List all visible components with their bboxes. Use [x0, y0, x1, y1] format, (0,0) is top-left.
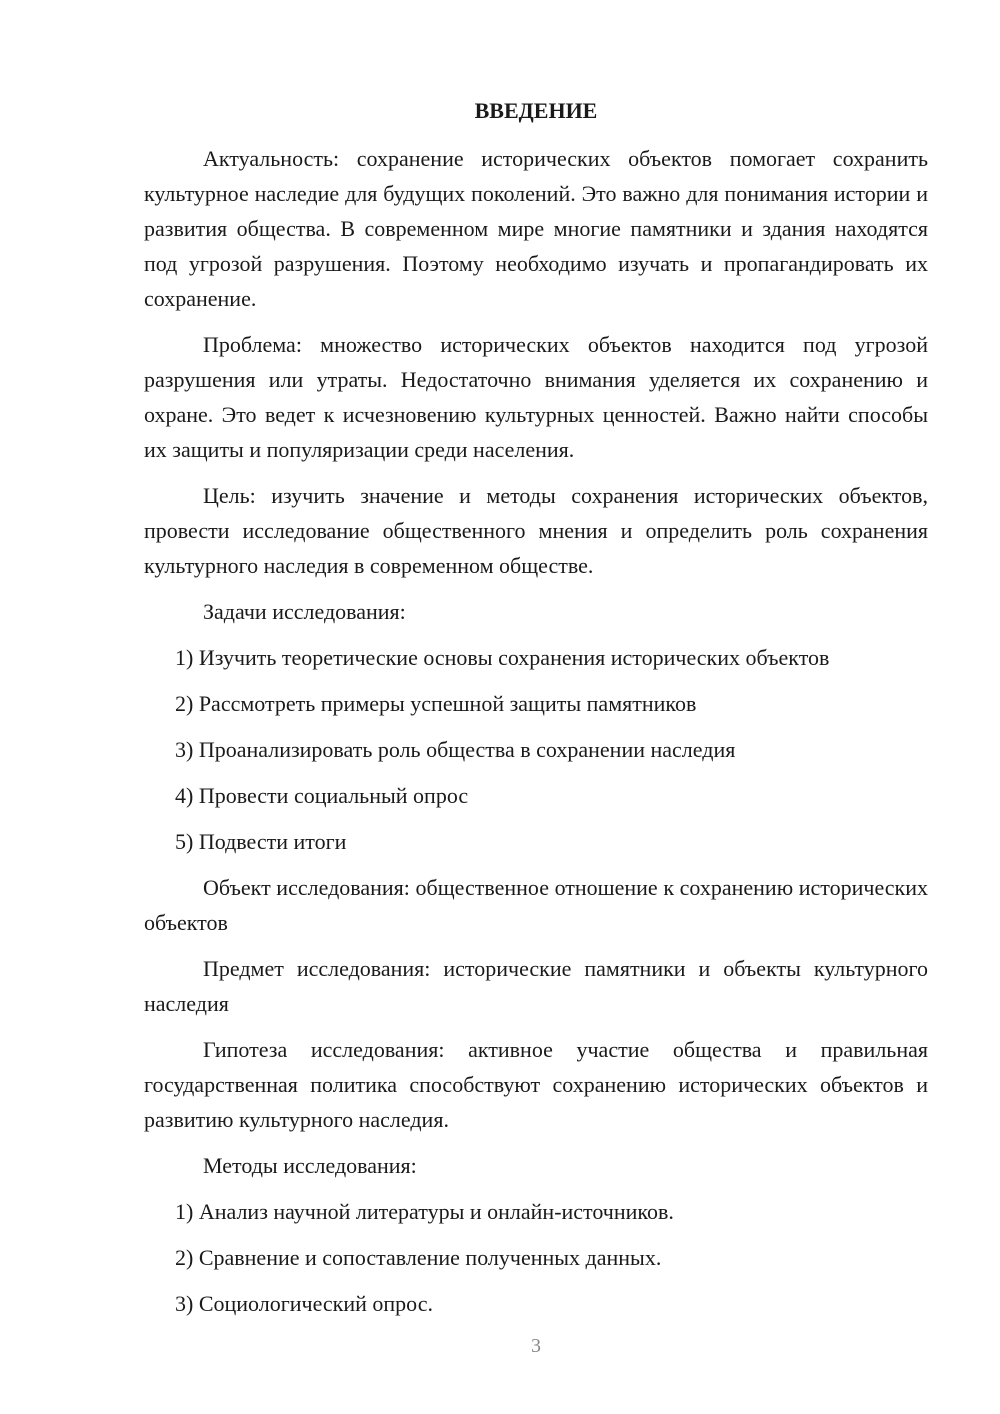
methods-list — [144, 1194, 928, 1321]
list-item: 2) Сравнение и сопоставление полученных данных. — [175, 1245, 662, 1270]
list-item: 1) Изучить теоретические основы сохранения исторических объектов — [175, 645, 830, 670]
list-item: 2) Рассмотреть примеры успешной защиты памятников — [175, 691, 697, 716]
relevance-paragraph: Актуальность: сохранение исторических объектов помогает сохранить культурное наследие для будущих поколений. Это важно для понимания истории и развития общества. В современном мире многие памятники и здания находятся под угрозой разрушения. Поэтому необходимо изучать и пропагандировать их сохранение. — [144, 146, 928, 311]
list-item: 3) Проанализировать роль общества в сохранении наследия — [175, 737, 736, 762]
methods-label: Методы исследования: — [203, 1153, 417, 1178]
page-content — [144, 93, 928, 1332]
hypothesis-paragraph: Гипотеза исследования: активное участие общества и правильная государственная политика способствуют сохранению исторических объектов и развитию культурного наследия. — [144, 1037, 928, 1132]
page-number: 3 — [531, 1335, 541, 1357]
tasks-label: Задачи исследования: — [203, 599, 406, 624]
goal-paragraph: Цель: изучить значение и методы сохранения исторических объектов, провести исследование общественного мнения и определить роль сохранения культурного наследия в современном обществе. — [144, 483, 928, 578]
subject-paragraph: Предмет исследования: исторические памятники и объекты культурного наследия — [144, 956, 928, 1016]
page-title: ВВЕДЕНИЕ — [474, 98, 598, 123]
tasks-list — [144, 640, 928, 859]
list-item: 4) Провести социальный опрос — [175, 783, 469, 808]
object-paragraph: Объект исследования: общественное отношение к сохранению исторических объектов — [144, 875, 928, 935]
list-item: 1) Анализ научной литературы и онлайн-источников. — [175, 1199, 674, 1224]
list-item: 5) Подвести итоги — [175, 829, 347, 854]
problem-paragraph: Проблема: множество исторических объектов находится под угрозой разрушения или утраты. Недостаточно внимания уделяется их сохранению и охране. Это ведет к исчезновению культурных ценностей. Важно найти способы их защиты и популяризации среди населения. — [144, 332, 928, 462]
list-item: 3) Социологический опрос. — [175, 1291, 433, 1316]
